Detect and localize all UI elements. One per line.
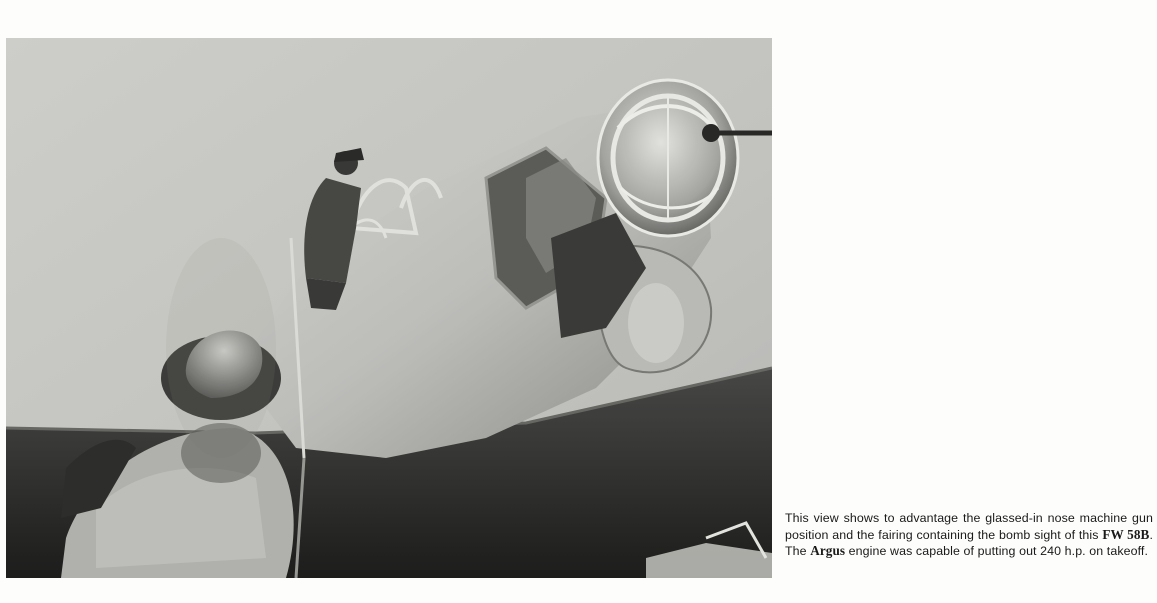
caption-engine-name: Argus [810, 543, 846, 559]
aircraft-photo [6, 38, 772, 578]
caption-text-part2: . The [785, 527, 1153, 559]
photo-caption [785, 511, 1153, 560]
caption-text-part1: This view shows to advantage the glassed-in nose machine gun position and the fairing containing the bomb sight of this [785, 511, 1153, 542]
caption-text-part3: engine was capable of putting out 240 h.p. on takeoff. [845, 544, 1149, 559]
caption-aircraft-model: FW 58B [1102, 526, 1150, 542]
aircraft-photo-illustration [6, 38, 772, 578]
